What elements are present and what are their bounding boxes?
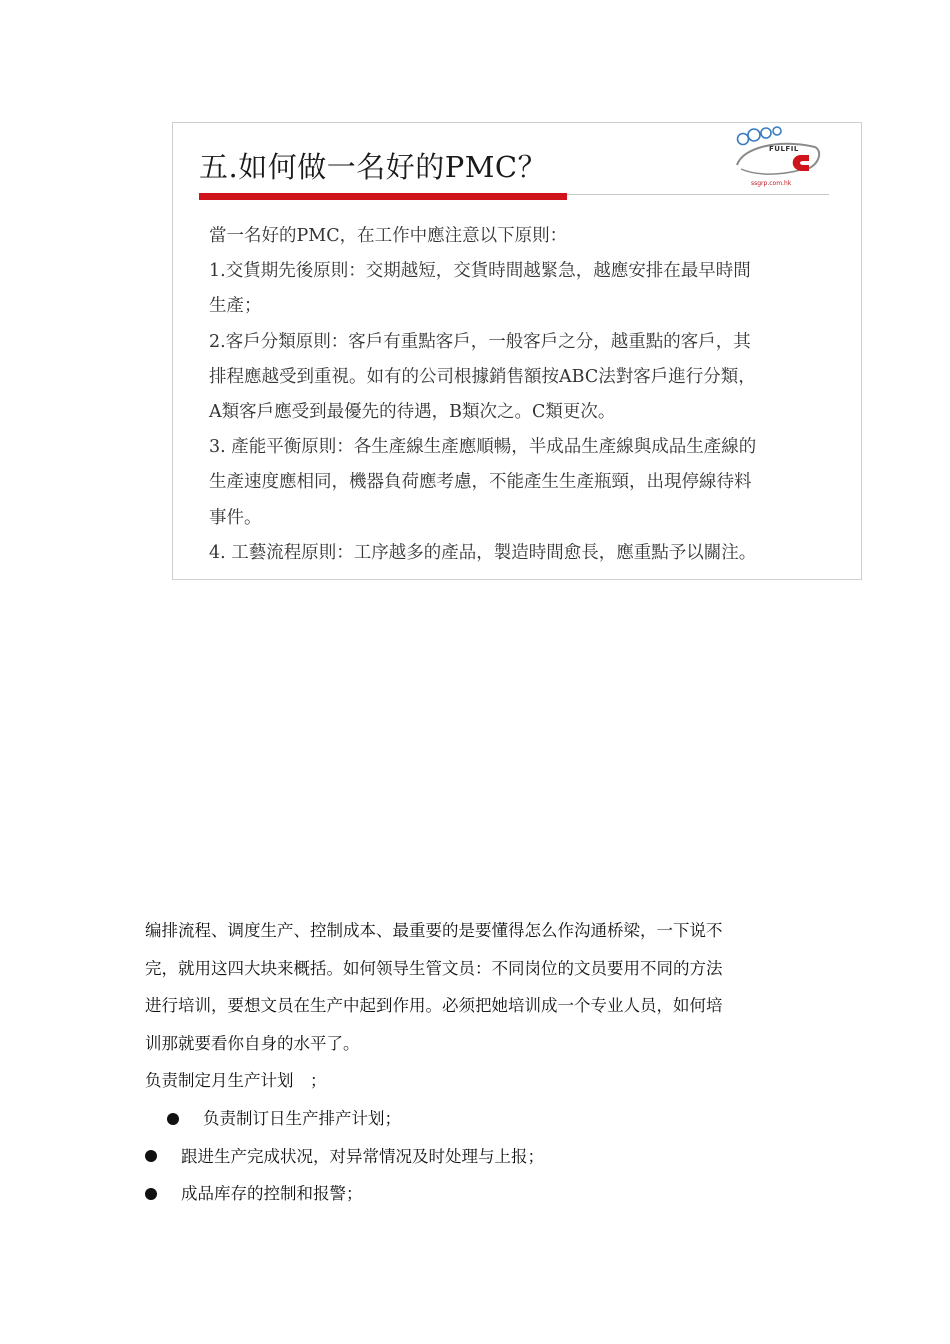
bullet-text: 成品库存的控制和报警； bbox=[181, 1184, 363, 1204]
logo-subtext: ssgrp.com.hk bbox=[751, 180, 792, 187]
slide-line: 2.客戶分類原則：客戶有重點客戶，一般客戶之分，越重點的客戶，其 bbox=[209, 331, 751, 352]
slide-line: A類客戶應受到最優先的待遇，B類次之。C類更次。 bbox=[209, 402, 616, 423]
bullet-dot-icon bbox=[167, 1113, 179, 1125]
slide-title: 五.如何做一名好的PMC？ bbox=[199, 150, 548, 184]
slide-image bbox=[172, 122, 862, 580]
title-underline-red bbox=[199, 193, 567, 200]
bullet-text: 负责制订日生产排产计划； bbox=[203, 1108, 401, 1128]
bullet-item bbox=[145, 1138, 815, 1176]
fulfil-logo bbox=[729, 125, 829, 191]
slide-line: 排程應越受到重視。如有的公司根據銷售額按ABC法對客戶進行分類， bbox=[209, 366, 756, 387]
bullet-dot-icon bbox=[145, 1150, 157, 1162]
bullet-item bbox=[145, 1175, 815, 1213]
slide-line: 當一名好的PMC，在工作中應注意以下原則： bbox=[209, 226, 568, 246]
paragraph-line: 完，就用这四大块来概括。如何领导生管文员：不同岗位的文员要用不同的方法 bbox=[145, 958, 723, 978]
paragraph-line: 训那就要看你自身的水平了。 bbox=[145, 1033, 360, 1053]
document-body bbox=[145, 912, 815, 1213]
slide-line: 1.交貨期先後原則：交期越短，交貨時間越緊急，越應安排在最早時間 bbox=[209, 261, 751, 282]
bullet-text: 跟进生产完成状况，对异常情况及时处理与上报； bbox=[181, 1146, 544, 1166]
plan-line: 负责制定月生产计划 ； bbox=[145, 1071, 327, 1091]
bullet-dot-icon bbox=[145, 1188, 157, 1200]
slide-body bbox=[209, 219, 829, 571]
logo-text: FULFIL bbox=[769, 145, 799, 153]
paragraph-line: 进行培训，要想文员在生产中起到作用。必须把她培训成一个专业人员，如何培 bbox=[145, 996, 723, 1016]
slide-line: 3. 產能平衡原則：各生產線生產應順暢，半成品生產線與成品生產線的 bbox=[209, 437, 757, 458]
slide-line: 生產速度應相同，機器負荷應考慮，不能產生生產瓶頸，出現停線待料 bbox=[209, 472, 752, 493]
title-underline-thin bbox=[567, 194, 829, 195]
paragraph-line: 编排流程、调度生产、控制成本、最重要的是要懂得怎么作沟通桥梁，一下说不 bbox=[145, 921, 723, 940]
bullet-item bbox=[145, 1100, 815, 1138]
slide-line: 4. 工藝流程原則：工序越多的產品，製造時間愈長，應重點予以關注。 bbox=[209, 542, 757, 563]
slide-line: 事件。 bbox=[209, 507, 262, 528]
slide-line: 生產； bbox=[209, 296, 262, 317]
